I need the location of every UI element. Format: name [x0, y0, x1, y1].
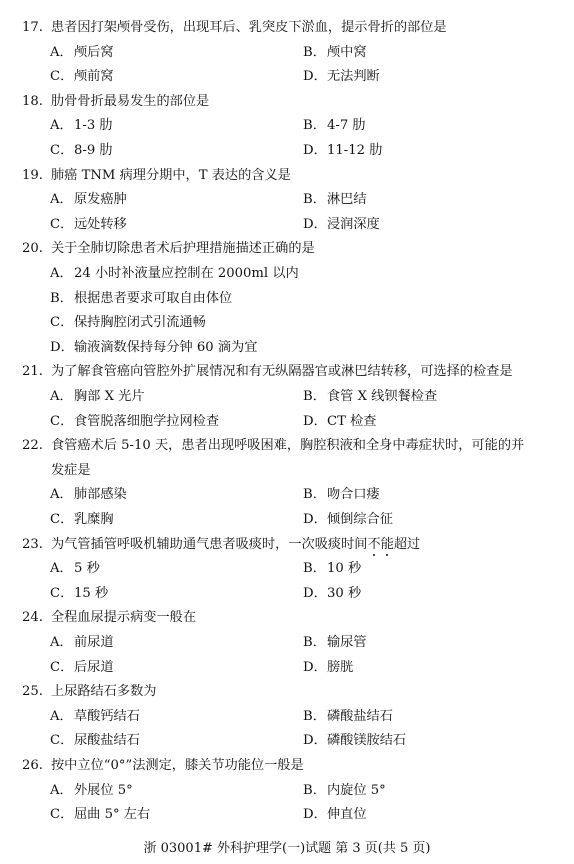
option-label: A．	[50, 782, 73, 798]
option-c	[50, 139, 303, 164]
option-d	[303, 139, 556, 164]
option-c	[50, 65, 303, 90]
option-text: 膀胱	[327, 659, 354, 675]
option-label: A．	[50, 487, 73, 503]
option-label: D．	[303, 733, 327, 749]
option-text: 尿酸盐结石	[74, 733, 140, 749]
option-label: D．	[50, 339, 74, 355]
question-stem: 上尿路结石多数为	[51, 684, 157, 700]
option-label: B．	[303, 388, 326, 404]
option-label: A．	[50, 192, 73, 208]
option-label: A．	[50, 561, 73, 577]
option-label: A．	[50, 708, 73, 724]
option-text: 肺部感染	[74, 487, 127, 503]
option-text: 屈曲 5° 左右	[74, 807, 151, 823]
question-23	[22, 533, 560, 607]
option-a	[50, 779, 303, 804]
option-d	[303, 65, 556, 90]
option-label: B．	[303, 782, 326, 798]
option-b	[303, 779, 556, 804]
question-number: 24.	[22, 610, 43, 626]
option-text: 食管脱落细胞学拉网检查	[74, 413, 220, 429]
option-c	[50, 803, 303, 828]
option-text: 胸部 X 光片	[74, 388, 145, 404]
option-text: 浸润深度	[327, 216, 380, 232]
option-d	[303, 213, 556, 238]
option-b	[303, 41, 556, 66]
option-text: 乳糜胸	[74, 511, 114, 527]
options	[22, 483, 560, 532]
option-label: D．	[303, 216, 327, 232]
question-number: 25.	[22, 684, 43, 700]
question-number: 17.	[22, 20, 43, 35]
question-number: 20.	[22, 241, 43, 257]
option-label: A．	[50, 44, 73, 60]
question-22	[22, 434, 560, 532]
option-label: C．	[50, 142, 74, 158]
option-label: C．	[50, 413, 74, 429]
option-a	[50, 631, 303, 656]
question-20	[22, 237, 560, 360]
question-stem: 肋骨骨折最易发生的部位是	[51, 93, 210, 109]
stem-text: 超过	[393, 536, 421, 552]
option-text: 根据患者要求可取自由体位	[74, 290, 233, 306]
option-c	[50, 508, 303, 533]
option-label: A．	[50, 634, 73, 650]
option-b	[50, 287, 550, 312]
option-b	[303, 385, 556, 410]
option-c	[50, 729, 303, 754]
stem-text: 为气管插管呼吸机辅助通气患者吸痰时，一次吸痰时间	[51, 536, 368, 552]
option-text: 10 秒	[327, 561, 362, 577]
option-text: 11-12 肋	[327, 142, 383, 158]
question-stem: 关于全肺切除患者术后护理措施描述正确的是	[51, 241, 315, 257]
option-c	[50, 410, 303, 435]
option-text: 磷酸镁胺结石	[327, 733, 407, 749]
option-text: 颅后窝	[74, 44, 114, 60]
question-number: 26.	[22, 758, 43, 773]
option-text: 保持胸腔闭式引流通畅	[74, 315, 206, 331]
page-footer: 浙 03001# 外科护理学(一)试题 第 3 页(共 5 页)	[143, 841, 431, 856]
options	[22, 779, 560, 828]
option-text: 1-3 肋	[74, 118, 113, 134]
options	[22, 41, 560, 90]
question-25	[22, 680, 560, 754]
option-label: D．	[303, 413, 327, 429]
option-label: C．	[50, 807, 74, 823]
options	[22, 262, 560, 360]
option-a	[50, 262, 550, 287]
option-text: 淋巴结	[327, 192, 367, 208]
option-text: 远处转移	[74, 216, 127, 232]
option-text: 5 秒	[74, 561, 100, 577]
question-26	[22, 754, 560, 828]
option-label: C．	[50, 511, 74, 527]
option-a	[50, 41, 303, 66]
option-d	[50, 336, 550, 361]
option-label: A．	[50, 118, 73, 134]
option-text: 4-7 肋	[327, 118, 366, 134]
question-number: 18.	[22, 93, 43, 109]
question-number: 21.	[22, 364, 43, 380]
question-19	[22, 164, 560, 238]
option-label: B．	[303, 487, 326, 503]
option-text: 吻合口瘘	[327, 487, 380, 503]
option-text: 24 小时补液量应控制在 2000ml 以内	[74, 265, 299, 281]
options	[22, 188, 560, 237]
question-number: 19.	[22, 167, 43, 183]
option-label: C．	[50, 659, 74, 675]
option-label: C．	[50, 315, 74, 331]
option-label: A．	[50, 388, 73, 404]
option-text: CT 检查	[327, 413, 377, 429]
option-b	[303, 705, 556, 730]
option-d	[303, 656, 556, 681]
option-text: 30 秒	[327, 585, 362, 601]
option-a	[50, 385, 303, 410]
option-label: C．	[50, 69, 74, 85]
option-c	[50, 213, 303, 238]
option-a	[50, 188, 303, 213]
options	[22, 631, 560, 680]
option-text: 颅前窝	[74, 69, 114, 85]
option-label: D．	[303, 807, 327, 823]
emphasized-text: 能	[381, 533, 394, 558]
option-text: 外展位 5°	[74, 782, 133, 798]
option-label: B．	[303, 634, 326, 650]
option-text: 后尿道	[74, 659, 114, 675]
question-17	[22, 16, 560, 90]
option-label: B．	[303, 192, 326, 208]
option-text: 磷酸盐结石	[327, 708, 393, 724]
emphasized-text: 不	[368, 533, 381, 558]
option-a	[50, 483, 303, 508]
option-text: 内旋位 5°	[327, 782, 386, 798]
option-label: C．	[50, 733, 74, 749]
option-label: D．	[303, 511, 327, 527]
option-text: 无法判断	[327, 69, 380, 85]
option-b	[303, 188, 556, 213]
options	[22, 385, 560, 434]
option-text: 前尿道	[74, 634, 114, 650]
option-label: B．	[303, 561, 326, 577]
option-text: 草酸钙结石	[74, 708, 140, 724]
option-text: 食管 X 线钡餐检查	[327, 388, 438, 404]
question-number: 23.	[22, 536, 43, 552]
option-text: 倾倒综合征	[327, 511, 393, 527]
option-c	[50, 582, 303, 607]
option-label: B．	[50, 290, 73, 306]
option-text: 原发癌肿	[74, 192, 127, 208]
option-a	[50, 557, 303, 582]
question-24	[22, 606, 560, 680]
option-label: D．	[303, 69, 327, 85]
option-text: 15 秒	[74, 585, 109, 601]
option-a	[50, 705, 303, 730]
option-label: D．	[303, 142, 327, 158]
options	[22, 557, 560, 606]
question-stem: 患者因打架颅骨受伤，出现耳后、乳突皮下淤血，提示骨折的部位是	[51, 20, 447, 35]
option-label: A．	[50, 265, 73, 281]
option-d	[303, 729, 556, 754]
option-text: 伸直位	[327, 807, 367, 823]
option-label: B．	[303, 44, 326, 60]
option-text: 输液滴数保持每分钟 60 滴为宜	[74, 339, 258, 355]
question-stem: 按中立位“0°”法测定，膝关节功能位一般是	[51, 758, 304, 773]
option-text: 输尿管	[327, 634, 367, 650]
question-number: 22.	[22, 438, 43, 454]
question-stem: 肺癌 TNM 病理分期中，T 表达的含义是	[51, 167, 291, 183]
option-b	[303, 483, 556, 508]
option-label: D．	[303, 585, 327, 601]
option-b	[303, 557, 556, 582]
option-text: 8-9 肋	[74, 142, 113, 158]
question-21	[22, 360, 560, 434]
option-d	[303, 803, 556, 828]
question-stem: 为了解食管癌向管腔外扩展情况和有无纵隔器官或淋巴结转移，可选择的检查是	[51, 364, 513, 380]
option-c	[50, 656, 303, 681]
question-stem-continuation: 发症是	[51, 462, 91, 478]
option-text: 颅中窝	[327, 44, 367, 60]
option-label: B．	[303, 708, 326, 724]
option-d	[303, 582, 556, 607]
option-label: B．	[303, 118, 326, 134]
options	[22, 705, 560, 754]
option-c	[50, 311, 550, 336]
option-label: C．	[50, 216, 74, 232]
question-18	[22, 90, 560, 164]
question-stem	[51, 533, 560, 558]
option-a	[50, 114, 303, 139]
question-stem: 全程血尿提示病变一般在	[51, 610, 197, 626]
options	[22, 114, 560, 163]
option-d	[303, 410, 556, 435]
option-d	[303, 508, 556, 533]
option-label: D．	[303, 659, 327, 675]
question-stem: 食管癌术后 5-10 天，患者出现呼吸困难，胸腔积液和全身中毒症状时，可能的并	[51, 438, 525, 454]
option-b	[303, 631, 556, 656]
option-b	[303, 114, 556, 139]
option-label: C．	[50, 585, 74, 601]
